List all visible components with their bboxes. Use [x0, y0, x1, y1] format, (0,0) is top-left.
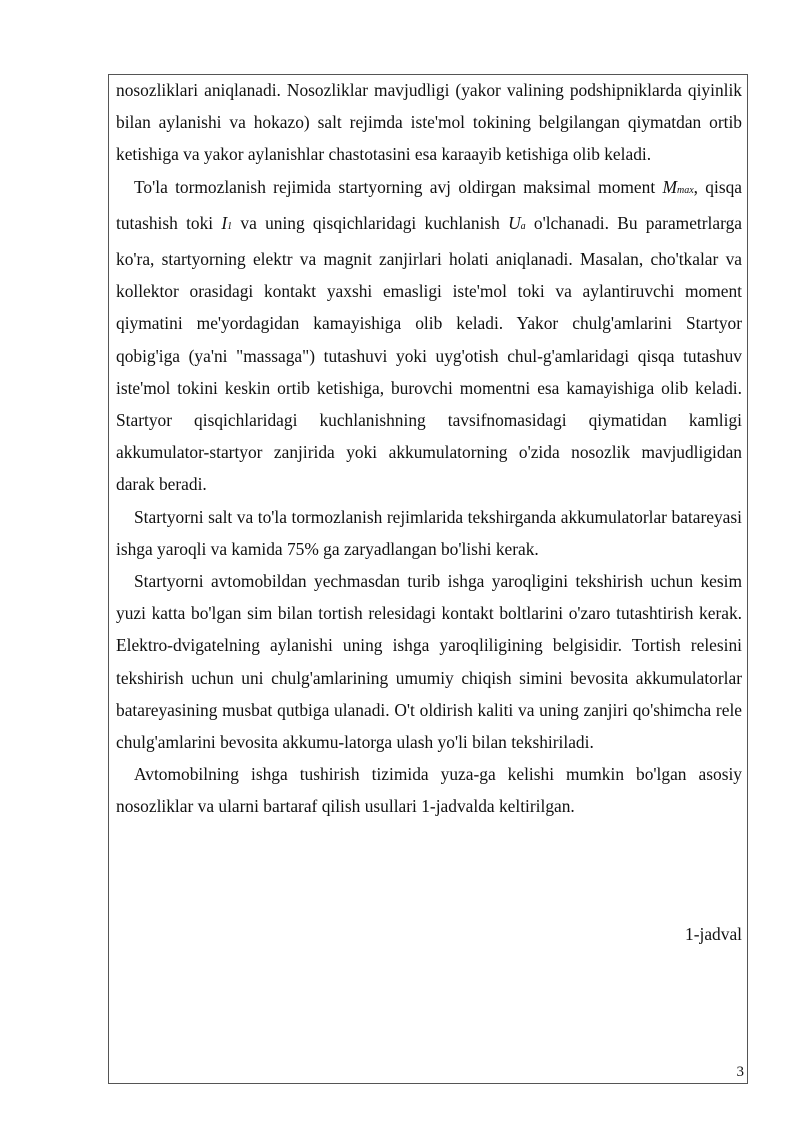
- paragraph-5: Avtomobilning ishga tushirish tizimida yuza-ga kelishi mumkin bo'lgan asosiy nosozliklar va ularni bartaraf qilish usullari 1-jadvalda keltirilgan.: [116, 764, 742, 817]
- symbol-m-subscript: max: [676, 184, 694, 196]
- symbol-i: I: [221, 212, 228, 233]
- paragraph-3: Startyorni salt va to'la tormozlanish rejimlarida tekshirganda akkumulatorlar batareyasi ishga yaroqli va kamida 75% ga zaryadlangan bo'lishi kerak.: [116, 506, 742, 559]
- paragraph-2-part-c: va uning qisqichlaridagi kuchlanish: [232, 212, 509, 233]
- symbol-u: U: [508, 212, 521, 233]
- paragraph-4: Startyorni avtomobildan yechmasdan turib ishga yaroqligini tekshirish uchun kesim yuzi katta bo'lgan sim bilan tortish relesidagi kontakt boltlarini o'zaro tutashtirish kerak. Elektro-dvigatelning aylanishi uning ishga yaroqliligining belgisidir. Tortish relesini tekshirish uchun uni chulg'amlarining umumiy chiqish simini bevosita akkumulatorlar batareyasining musbat qutbiga ulanadi. O't oldirish kaliti va uning zanjiri qo'shimcha rele chulg'amlarini bevosita akkumu-latorga ulash yo'li bilan tekshiriladi.: [116, 571, 742, 753]
- table-caption: 1-jadval: [685, 924, 742, 944]
- paragraph-2-part-d: o'lchanadi. Bu parametrlarga ko'ra, startyorning elektr va magnit zanjirlari holati aniqlanadi. Masalan, cho'tkalar va kollektor orasidagi kontakt yaxshi emasligi iste'mol toki va aylantiruvchi moment qiymatini me'yordagidan kamayishiga olib keladi. Yakor chulg'amlarini Startyor qobig'iga (ya'ni "massaga") tutashuvi yoki uyg'otish chul-g'amlaridagi qisqa tutashuv iste'mol tokini keskin ortib ketishiga, burovchi momentni esa kamayishiga olib keladi. Startyor qisqichlaridagi kuchlanishning tavsifnomasidagi qiymatidan kamligi akkumulator-startyor zanjirida yoki akkumulatorning o'zida nosozlik mavjudligidan darak beradi.: [116, 212, 742, 495]
- document-body: [116, 74, 742, 823]
- paragraph-2: [116, 171, 742, 501]
- paragraph-2-part-b: , qisqa tutashish toki: [116, 176, 742, 233]
- symbol-i-subscript: 1: [227, 220, 233, 232]
- symbol-m: M: [662, 176, 677, 197]
- symbol-u-subscript: a: [520, 220, 526, 232]
- page-number: 3: [736, 1064, 744, 1080]
- paragraph-1: nosozliklari aniqlanadi. Nosozliklar mavjudligi (yakor valining podshipniklarda qiyinlik bilan aylanishi va hokazo) salt rejimda iste'mol tokining belgilangan qiymatdan ortib ketishiga va yakor aylanishlar chastotasini esa karaayib ketishiga olib keladi.: [116, 80, 742, 165]
- paragraph-2-part-a: To'la tormozlanish rejimida startyorning avj oldirgan maksimal moment: [134, 176, 663, 197]
